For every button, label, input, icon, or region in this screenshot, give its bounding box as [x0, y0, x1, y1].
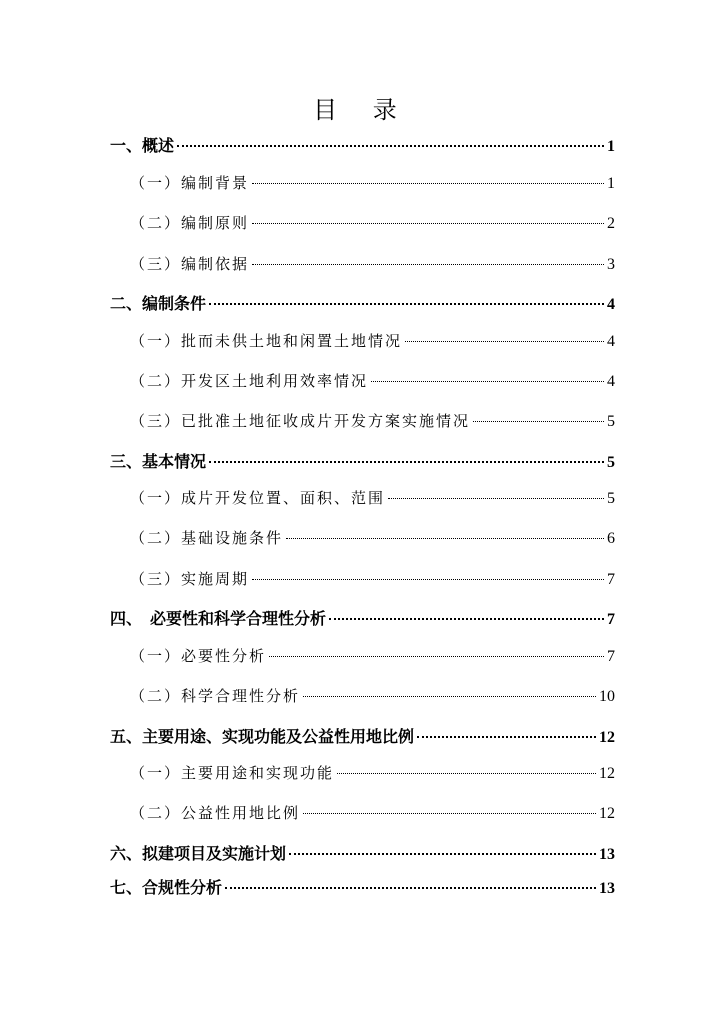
toc-entry-page: 7 [607, 648, 615, 665]
toc-entry-page: 3 [607, 256, 615, 273]
dot-leader [209, 303, 604, 305]
dot-leader [289, 853, 596, 855]
toc-entry-page: 6 [607, 530, 615, 547]
toc-entry-page: 1 [607, 138, 615, 155]
toc-entry-level2[interactable] [110, 684, 615, 708]
toc-entry-page: 4 [607, 296, 615, 313]
toc-entry-page: 5 [607, 413, 615, 430]
toc-title: 目 录 [313, 96, 411, 124]
dot-leader [337, 773, 596, 774]
toc-entry-text: （三）已批准土地征收成片开发方案实施情况 [130, 412, 471, 430]
toc-entry-page: 10 [599, 688, 615, 705]
toc-entry-text: （三）实施周期 [130, 570, 250, 588]
dot-leader [252, 183, 604, 184]
toc-entry-text: 一、概述 [110, 136, 175, 155]
toc-entry-level2[interactable] [110, 801, 615, 825]
toc-entry-text: （二）基础设施条件 [130, 529, 284, 547]
dot-leader [405, 341, 604, 342]
toc-entry-text: 四、 必要性和科学合理性分析 [110, 609, 327, 628]
toc-entry-level1[interactable] [110, 450, 615, 474]
toc-entry-level2[interactable] [110, 526, 615, 550]
toc-entry-page: 7 [607, 571, 615, 588]
toc-entry-level1[interactable] [110, 725, 615, 749]
toc-entry-page: 5 [607, 490, 615, 507]
toc-entry-level2[interactable] [110, 252, 615, 276]
dot-leader [252, 264, 604, 265]
toc-entry-text: （一）批而未供土地和闲置土地情况 [130, 332, 403, 350]
toc-entry-text: （二）编制原则 [130, 214, 250, 232]
toc-entry-level1[interactable] [110, 607, 615, 631]
dot-leader [329, 618, 604, 620]
toc-entry-page: 12 [599, 765, 615, 782]
dot-leader [225, 887, 596, 889]
dot-leader [417, 736, 596, 738]
toc-entry-page: 4 [607, 373, 615, 390]
toc-entry-level2[interactable] [110, 761, 615, 785]
dot-leader [177, 145, 604, 147]
dot-leader [252, 223, 604, 224]
dot-leader [209, 461, 604, 463]
toc-entry-level1[interactable] [110, 842, 615, 866]
dot-leader [269, 656, 604, 657]
toc-entry-page: 13 [599, 846, 615, 863]
toc-entry-level2[interactable] [110, 486, 615, 510]
dot-leader [303, 813, 596, 814]
toc-entry-page: 7 [607, 611, 615, 628]
toc-entry-page: 12 [599, 729, 615, 746]
toc-entry-level1[interactable] [110, 292, 615, 316]
dot-leader [252, 579, 604, 580]
toc-entry-text: 二、编制条件 [110, 294, 207, 313]
toc-entry-page: 12 [599, 805, 615, 822]
dot-leader [473, 421, 604, 422]
toc-entry-page: 1 [607, 175, 615, 192]
toc-entry-text: （一）主要用途和实现功能 [130, 764, 335, 782]
toc-entry-text: （二）科学合理性分析 [130, 687, 301, 705]
toc-entry-text: （二）开发区土地利用效率情况 [130, 372, 369, 390]
dot-leader [388, 498, 604, 499]
toc-entry-page: 4 [607, 333, 615, 350]
toc-entry-text: （一）必要性分析 [130, 647, 267, 665]
toc-entry-text: 五、主要用途、实现功能及公益性用地比例 [110, 727, 415, 746]
toc-entry-level2[interactable] [110, 567, 615, 591]
toc-entry-text: （三）编制依据 [130, 255, 250, 273]
toc-entry-level1[interactable] [110, 876, 615, 900]
toc-entry-level2[interactable] [110, 211, 615, 235]
toc-entry-level2[interactable] [110, 409, 615, 433]
dot-leader [286, 538, 604, 539]
toc-entry-level2[interactable] [110, 369, 615, 393]
toc-entry-page: 5 [607, 454, 615, 471]
toc-entry-page: 13 [599, 880, 615, 897]
dot-leader [371, 381, 604, 382]
toc-entry-text: （一）编制背景 [130, 174, 250, 192]
toc-entry-level1[interactable] [110, 134, 615, 158]
toc-entry-text: 六、拟建项目及实施计划 [110, 844, 287, 863]
toc-entry-text: 七、合规性分析 [110, 878, 223, 897]
toc-entry-text: 三、基本情况 [110, 452, 207, 471]
toc-entry-level2[interactable] [110, 644, 615, 668]
toc-entry-text: （二）公益性用地比例 [130, 804, 301, 822]
dot-leader [303, 696, 596, 697]
toc-entry-page: 2 [607, 215, 615, 232]
toc-entry-level2[interactable] [110, 329, 615, 353]
toc-entry-text: （一）成片开发位置、面积、范围 [130, 489, 386, 507]
toc-entry-level2[interactable] [110, 171, 615, 195]
